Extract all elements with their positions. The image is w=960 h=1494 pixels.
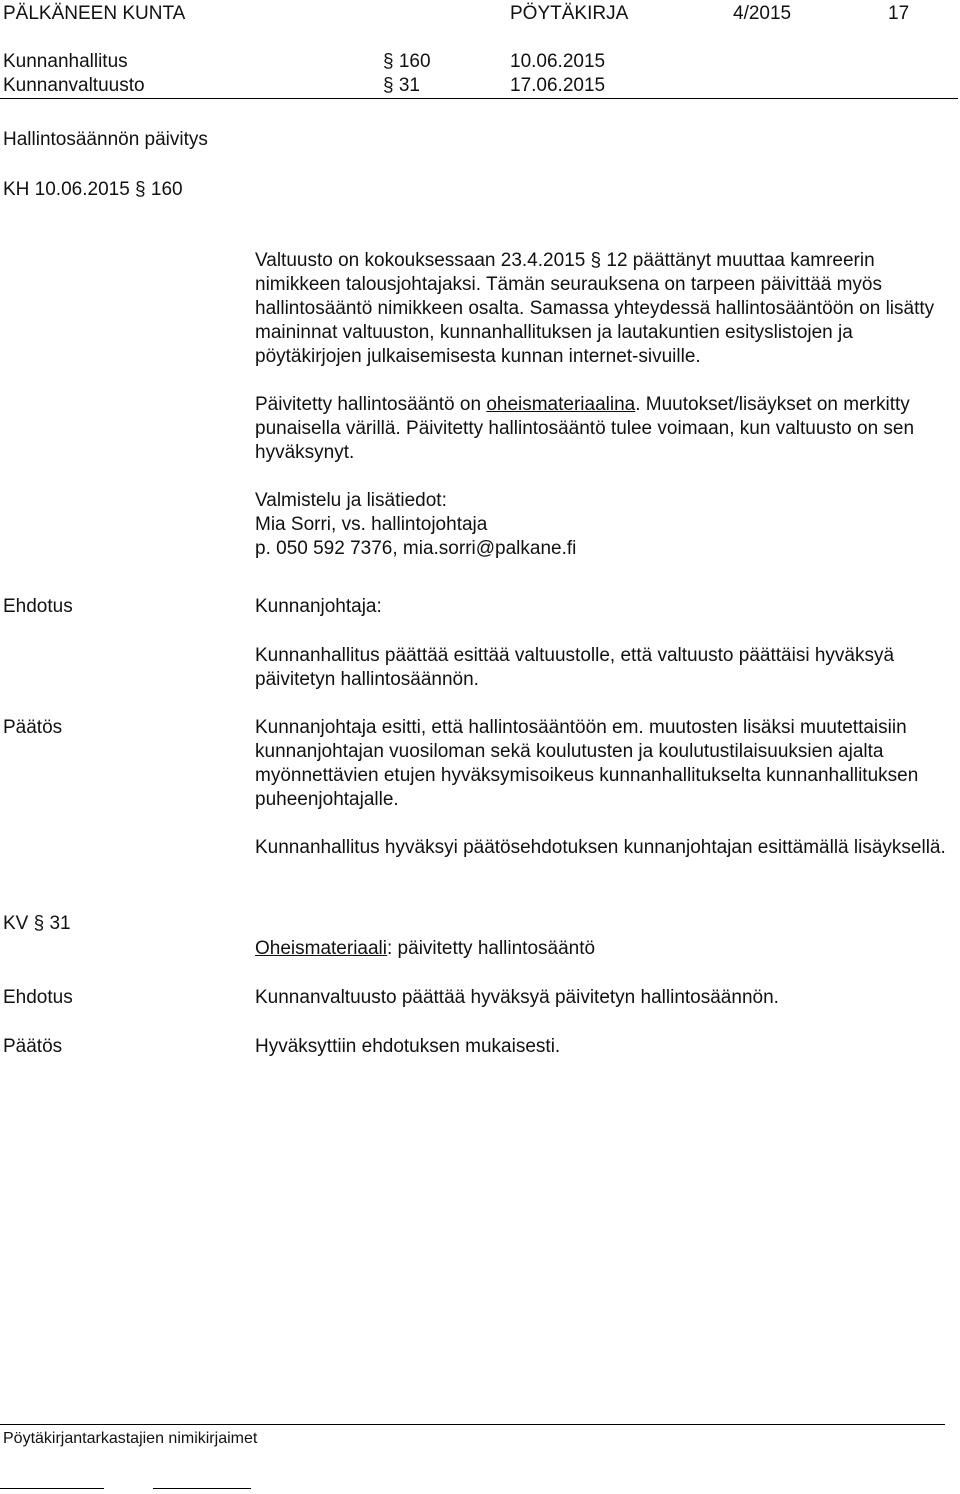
municipality-name: PÄLKÄNEEN KUNTA [3, 3, 186, 24]
paatos-text-2: Kunnanhallitus hyväksyi päätösehdotuksen kunnanjohtajan esittämällä lisäyksellä. [255, 837, 946, 858]
ehdotus-text-block [255, 644, 955, 692]
item-title: Hallintosäännön päivitys [3, 129, 208, 150]
ehdotus-text: Kunnanhallitus päättää esittää valtuustolle, että valtuusto päättäisi hyväksyä päivitetyn hallintosäännön. [255, 645, 895, 690]
kv-paatos-text: Hyväksyttiin ehdotuksen mukaisesti. [255, 1036, 561, 1057]
attachment-link[interactable]: oheismateriaalina [486, 394, 636, 415]
paatos-label: Päätös [3, 717, 63, 738]
ehdotus-speaker: Kunnanjohtaja: [255, 596, 382, 617]
kv-reference: KV § 31 [3, 913, 71, 934]
kv-attachment [255, 937, 595, 961]
paatos-text-block [255, 716, 955, 860]
document-type: PÖYTÄKIRJA [510, 3, 629, 24]
ehdotus-label: Ehdotus [3, 596, 73, 617]
footer-divider [0, 1424, 945, 1425]
header-divider [0, 98, 958, 99]
header-body-kv: Kunnanvaltuusto [3, 75, 145, 96]
preparation-paragraph: Valtuusto on kokouksessaan 23.4.2015 § 12 päättänyt muuttaa kamreerin nimikkeen talousjohtajaksi. Tämän seurauksena on tarpeen päivittää myös hallintosääntö nimikkeen osalta. Samassa yhteydessä hallintosääntöön on lisätty maininnat valtuuston, kunnanhallituksen ja lautakuntien esityslistojen ja pöytäkirjojen julkaisemisesta kunnan internet-sivuille. [255, 250, 935, 367]
header-date-kh: 10.06.2015 [510, 51, 606, 72]
preparation-name: Mia Sorri, vs. hallintojohtaja [255, 514, 488, 535]
initials-line-1 [0, 1488, 104, 1489]
header-section-kv: § 31 [383, 75, 420, 96]
header-section-kh: § 160 [383, 51, 431, 72]
kv-attachment-link[interactable]: Oheismateriaali [255, 938, 387, 959]
attachment-text-before: Päivitetty hallintosääntö on [255, 394, 487, 415]
attachment-paragraph [255, 393, 955, 465]
preparation-contact: p. 050 592 7376, mia.sorri@palkane.fi [255, 538, 577, 559]
header-body-kh: Kunnanhallitus [3, 51, 128, 72]
kv-ehdotus-label: Ehdotus [3, 987, 73, 1008]
footer-label: Pöytäkirjantarkastajien nimikirjaimet [3, 1430, 258, 1447]
header-date-kv: 17.06.2015 [510, 75, 606, 96]
document-number: 4/2015 [733, 3, 792, 24]
preparation-label: Valmistelu ja lisätiedot: [255, 490, 447, 511]
kh-reference: KH 10.06.2015 § 160 [3, 179, 183, 200]
paatos-text-1: Kunnanjohtaja esitti, että hallintosääntöön em. muutosten lisäksi muutettaisiin kunnanjohtajan vuosiloman sekä koulutusten ja koulutustilaisuuksien ajalta myönnettävien etujen hyväksymisoikeus kunnanhallitukselta kunnanhallituksen puheenjohtajalle. [255, 717, 919, 810]
preparation-section [255, 249, 955, 561]
page-number: 17 [888, 3, 910, 24]
initials-line-2 [153, 1488, 251, 1489]
kv-paatos-label: Päätös [3, 1036, 63, 1057]
kv-ehdotus-text: Kunnanvaltuusto päättää hyväksyä päivitetyn hallintosäännön. [255, 987, 779, 1008]
attachment-text-after: . Muutokset/lisäykset on merkitty punaisella värillä. Päivitetty hallintosääntö tulee voimaan, kun valtuusto on sen hyväksynyt. [255, 394, 915, 463]
kv-attachment-text: : päivitetty hallintosääntö [387, 938, 596, 959]
